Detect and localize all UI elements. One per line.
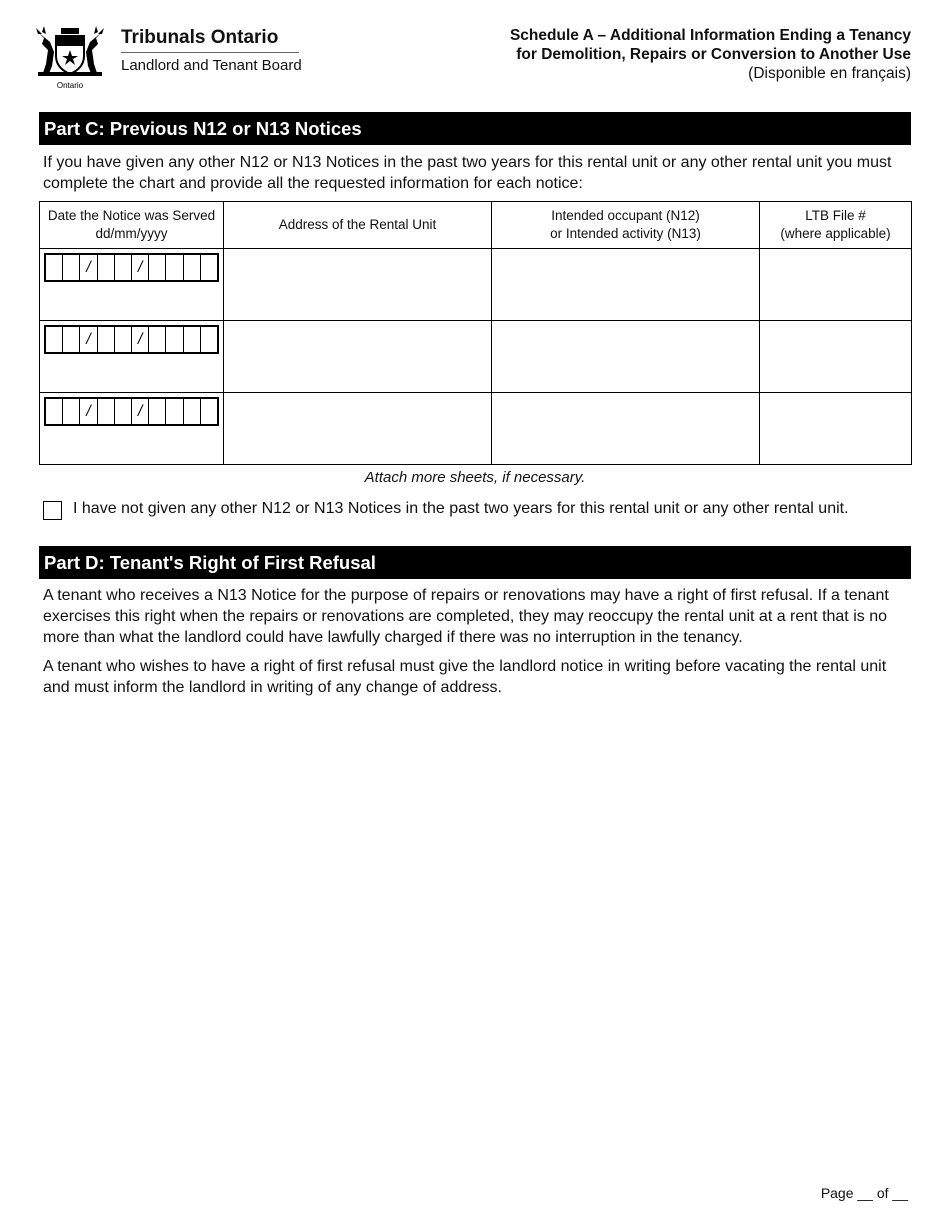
ltb-file-number-field[interactable] [760, 249, 912, 321]
date-separator: / [79, 399, 96, 424]
year-digit-3[interactable] [183, 327, 200, 352]
part-d-paragraph-2: A tenant who wishes to have a right of first refusal must give the landlord notice in writing before vacating the rental unit and must inform the landlord in writing of any change of address. [43, 658, 887, 696]
year-digit-3[interactable] [183, 399, 200, 424]
address-field[interactable] [224, 249, 492, 321]
month-digit-1[interactable] [97, 399, 114, 424]
year-digit-1[interactable] [148, 399, 165, 424]
no-previous-notices-label: I have not given any other N12 or N13 Notices in the past two years for this rental unit or any other rental unit. [73, 500, 849, 517]
column-header-date-served: Date the Notice was Served dd/mm/yyyy [40, 202, 224, 249]
date-served-cell [40, 393, 224, 465]
ltb-file-number-field[interactable] [760, 393, 912, 465]
ontario-coat-of-arms-logo [34, 24, 106, 92]
schedule-title-line2: for Demolition, Repairs or Conversion to Another Use [516, 46, 911, 63]
french-availability-note: (Disponible en français) [748, 65, 911, 82]
year-digit-2[interactable] [165, 399, 182, 424]
day-digit-1[interactable] [46, 327, 62, 352]
date-separator: / [79, 327, 96, 352]
org-divider [121, 52, 299, 53]
month-digit-1[interactable] [97, 255, 114, 280]
org-name: Tribunals Ontario [121, 27, 279, 48]
year-digit-2[interactable] [165, 327, 182, 352]
form-header [0, 0, 950, 100]
day-digit-2[interactable] [62, 399, 79, 424]
date-separator: / [131, 255, 148, 280]
schedule-title [510, 26, 911, 83]
table-row [40, 249, 912, 321]
month-digit-2[interactable] [114, 255, 131, 280]
year-digit-1[interactable] [148, 327, 165, 352]
page-number: Page __ of __ [820, 1185, 908, 1201]
date-served-input[interactable] [44, 325, 219, 354]
part-d-paragraph-1: A tenant who receives a N13 Notice for the purpose of repairs or renovations may have a right of first refusal. If a tenant exercises this right when the repairs or renovations are completed, they may reoccupy the rental unit at a rent that is no more than what the landlord could have lawfully charged if there was no interruption in the tenancy. [43, 587, 889, 646]
address-field[interactable] [224, 321, 492, 393]
year-digit-4[interactable] [200, 327, 217, 352]
table-header-row [40, 202, 912, 249]
day-digit-1[interactable] [46, 255, 62, 280]
logo-wordmark: Ontario [56, 81, 84, 90]
column-header-address: Address of the Rental Unit [224, 202, 492, 249]
attach-sheets-note: Attach more sheets, if necessary. [364, 469, 586, 486]
date-served-cell [40, 249, 224, 321]
part-d-heading: Part D: Tenant's Right of First Refusal [39, 546, 911, 579]
year-digit-4[interactable] [200, 399, 217, 424]
intended-occupant-activity-field[interactable] [492, 249, 760, 321]
date-served-input[interactable] [44, 397, 219, 426]
year-digit-2[interactable] [165, 255, 182, 280]
address-field[interactable] [224, 393, 492, 465]
year-digit-1[interactable] [148, 255, 165, 280]
no-previous-notices-checkbox[interactable] [43, 501, 62, 520]
date-separator: / [131, 399, 148, 424]
month-digit-1[interactable] [97, 327, 114, 352]
year-digit-4[interactable] [200, 255, 217, 280]
day-digit-1[interactable] [46, 399, 62, 424]
month-digit-2[interactable] [114, 327, 131, 352]
part-c-intro: If you have given any other N12 or N13 Notices in the past two years for this rental unit or any other rental unit you must complete the chart and provide all the requested information for each notice: [43, 154, 892, 192]
schedule-title-line1: Schedule A – Additional Information Ending a Tenancy [509, 27, 911, 44]
year-digit-3[interactable] [183, 255, 200, 280]
month-digit-2[interactable] [114, 399, 131, 424]
previous-notices-table [39, 201, 912, 465]
ltb-file-number-field[interactable] [760, 321, 912, 393]
board-name: Landlord and Tenant Board [121, 57, 302, 74]
day-digit-2[interactable] [62, 255, 79, 280]
table-row [40, 321, 912, 393]
day-digit-2[interactable] [62, 327, 79, 352]
column-header-intended-occupant-activity: Intended occupant (N12) or Intended activity (N13) [492, 202, 760, 249]
date-served-input[interactable] [44, 253, 219, 282]
intended-occupant-activity-field[interactable] [492, 321, 760, 393]
intended-occupant-activity-field[interactable] [492, 393, 760, 465]
date-separator: / [79, 255, 96, 280]
column-header-ltb-file-number: LTB File # (where applicable) [760, 202, 912, 249]
part-c-heading: Part C: Previous N12 or N13 Notices [39, 112, 911, 145]
date-served-cell [40, 321, 224, 393]
table-row [40, 393, 912, 465]
date-separator: / [131, 327, 148, 352]
